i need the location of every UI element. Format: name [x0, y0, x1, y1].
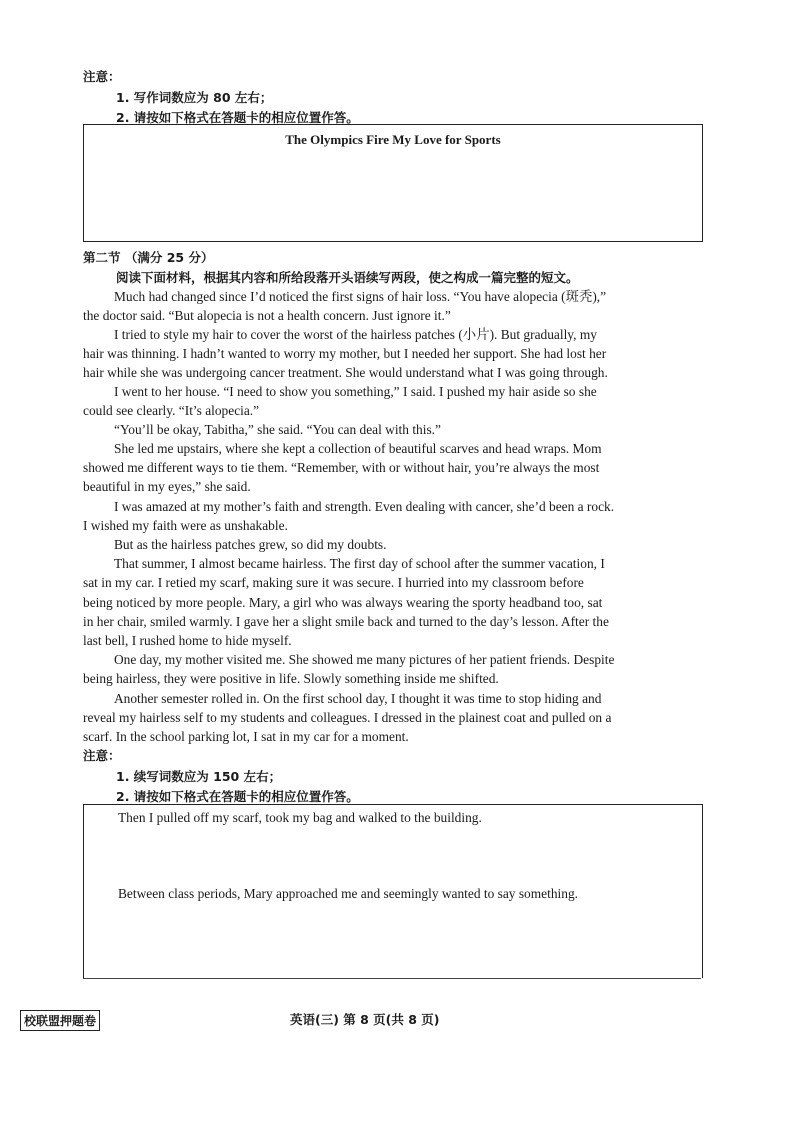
- passage-line: She led me upstairs, where she kept a collection of beautiful scarves and head wraps. Mom: [114, 441, 602, 456]
- passage-line: One day, my mother visited me. She showed me many pictures of her patient friends. Despite: [114, 652, 615, 667]
- page-number: 英语(三) 第 8 页(共 8 页): [290, 1012, 440, 1027]
- passage-line: reveal my hairless self to my students and colleagues. I dressed in the plainest coat and pulled on a: [83, 710, 612, 725]
- passage-line: I wished my faith were as unshakable.: [83, 518, 288, 533]
- passage-line: being hairless, they were positive in life. Slowly something inside me shifted.: [83, 671, 499, 686]
- passage-line: scarf. In the school parking lot, I sat in my car for a moment.: [83, 729, 409, 744]
- series-logo: 校联盟押题卷: [20, 1010, 100, 1031]
- passage-line: the doctor said. “But alopecia is not a health concern. Just ignore it.”: [83, 308, 451, 323]
- note-heading: 注意：: [83, 69, 121, 84]
- passage-line: hair was thinning. I hadn’t wanted to worry my mother, but I needed her support. She had lost her: [83, 346, 607, 361]
- passage-line: I went to her house. “I need to show you something,” I said. I pushed my hair aside so she: [114, 384, 597, 399]
- passage-line: being noticed by more people. Mary, a girl who was always wearing the sporty headband too, sat: [83, 595, 603, 610]
- note-item: 1. 写作词数应为 80 左右；: [116, 90, 273, 105]
- passage-line: That summer, I almost became hairless. The first day of school after the summer vacation, I: [114, 556, 605, 571]
- passage-line: I tried to style my hair to cover the worst of the hairless patches (小片). But gradually, my: [114, 327, 597, 342]
- note-item: 2. 请按如下格式在答题卡的相应位置作答。: [116, 110, 359, 125]
- note-item: 2. 请按如下格式在答题卡的相应位置作答。: [116, 789, 359, 804]
- passage-line: showed me different ways to tie them. “Remember, with or without hair, you’re always the most: [83, 460, 600, 475]
- passage-line: sat in my car. I retied my scarf, making sure it was secure. I hurried into my classroom before: [83, 575, 584, 590]
- answer-box-bottom-border: [83, 978, 701, 979]
- passage-line: beautiful in my eyes,” she said.: [83, 479, 251, 494]
- passage-line: in her chair, smiled warmly. I gave her a slight smile back and turned to the day’s lesson. After the: [83, 614, 609, 629]
- passage-line: “You’ll be okay, Tabitha,” she said. “You can deal with this.”: [114, 422, 441, 437]
- answer-box-writing: [83, 124, 703, 242]
- passage-line: But as the hairless patches grew, so did my doubts.: [114, 537, 387, 552]
- note-heading: 注意：: [83, 748, 121, 763]
- passage-line: Much had changed since I’d noticed the first signs of hair loss. “You have alopecia (斑秃),”: [114, 289, 607, 304]
- note-item: 1. 续写词数应为 150 左右；: [116, 769, 282, 784]
- passage-line: hair while she was undergoing cancer treatment. She would understand what I was going through.: [83, 365, 608, 380]
- passage-line: I was amazed at my mother’s faith and strength. Even dealing with cancer, she’d been a rock.: [114, 499, 615, 514]
- paragraph2-opening: Between class periods, Mary approached me and seemingly wanted to say something.: [118, 886, 578, 901]
- answer-box-continuation: [83, 804, 703, 978]
- passage-line: Another semester rolled in. On the first school day, I thought it was time to stop hiding and: [114, 691, 602, 706]
- passage-line: could see clearly. “It’s alopecia.”: [83, 403, 260, 418]
- writing-title: The Olympics Fire My Love for Sports: [285, 132, 501, 147]
- section-instruction: 阅读下面材料，根据其内容和所给段落开头语续写两段，使之构成一篇完整的短文。: [116, 270, 579, 285]
- section-heading: 第二节 （满分 25 分）: [83, 250, 214, 265]
- passage-line: last bell, I rushed home to hide myself.: [83, 633, 292, 648]
- paragraph1-opening: Then I pulled off my scarf, took my bag and walked to the building.: [118, 810, 482, 825]
